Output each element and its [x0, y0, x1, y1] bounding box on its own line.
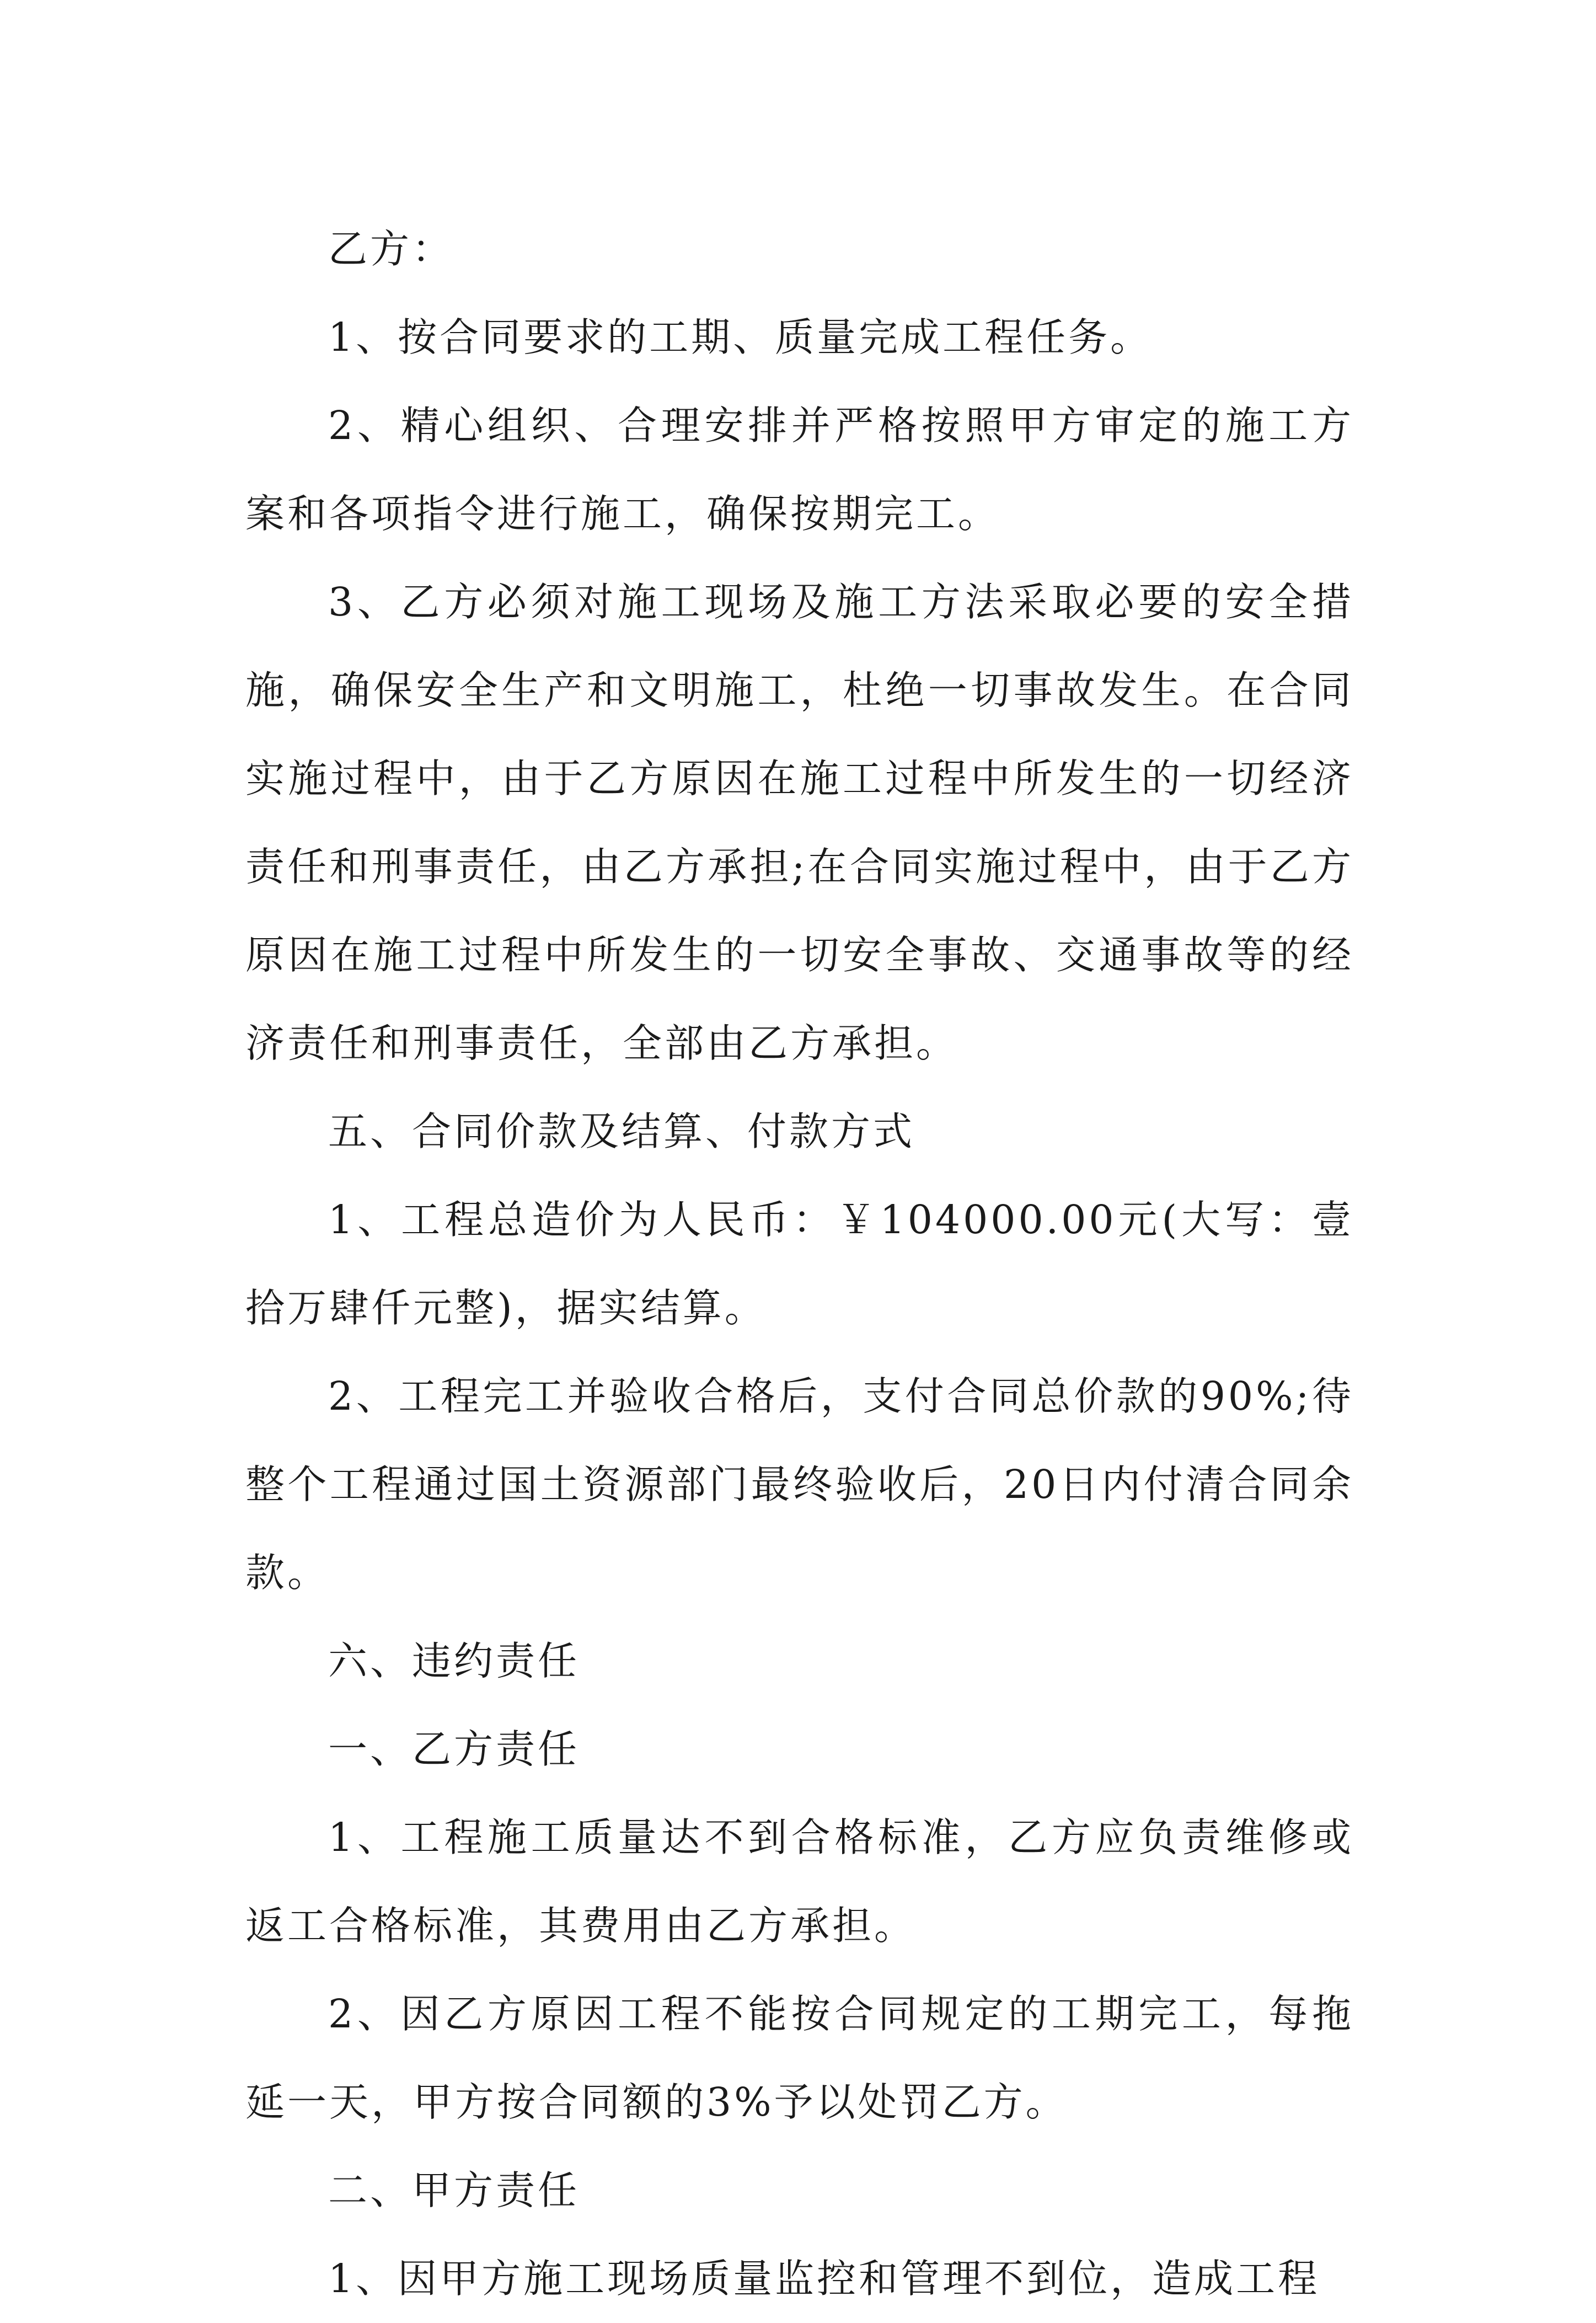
- party-b-heading: 乙方：: [328, 226, 454, 272]
- section-5-heading: 五、合同价款及结算、付款方式: [328, 1109, 915, 1154]
- price-clause-1: 1、工程总造价为人民币：￥104000.00元(大写：壹拾万肆仟元整)，据实结算。: [245, 1197, 1354, 1331]
- price-clause-2: 2、工程完工并验收合格后，支付合同总价款的90%;待整个工程通过国土资源部门最终验收后，20日内付清合同余款。: [245, 1373, 1354, 1596]
- party-a-liability-1: 1、因甲方施工现场质量监控和管理不到位，造成工程: [328, 2256, 1320, 2301]
- party-b-clause-1: 1、按合同要求的工期、质量完成工程任务。: [328, 314, 1153, 360]
- party-b-liability-heading: 一、乙方责任: [328, 1726, 580, 1772]
- party-b-clause-3: 3、乙方必须对施工现场及施工方法采取必要的安全措施，确保安全生产和文明施工，杜绝一切事故发生。在合同实施过程中，由于乙方原因在施工过程中所发生的一切经济责任和刑事责任，由乙方承担;在合同实施过程中，由于乙方原因在施工过程中所发生的一切安全事故、交通事故等的经济责任和刑事责任，全部由乙方承担。: [245, 579, 1354, 1066]
- document-body: [245, 205, 1354, 2323]
- party-b-clause-2: 2、精心组织、合理安排并严格按照甲方审定的施工方案和各项指令进行施工，确保按期完工。: [245, 403, 1354, 537]
- party-a-liability-heading: 二、甲方责任: [328, 2167, 580, 2213]
- section-6-heading: 六、违约责任: [328, 1638, 580, 1684]
- party-b-liability-1: 1、工程施工质量达不到合格标准，乙方应负责维修或返工合格标准，其费用由乙方承担。: [245, 1814, 1354, 1949]
- party-b-liability-2: 2、因乙方原因工程不能按合同规定的工期完工，每拖延一天，甲方按合同额的3%予以处罚乙方。: [245, 1991, 1354, 2125]
